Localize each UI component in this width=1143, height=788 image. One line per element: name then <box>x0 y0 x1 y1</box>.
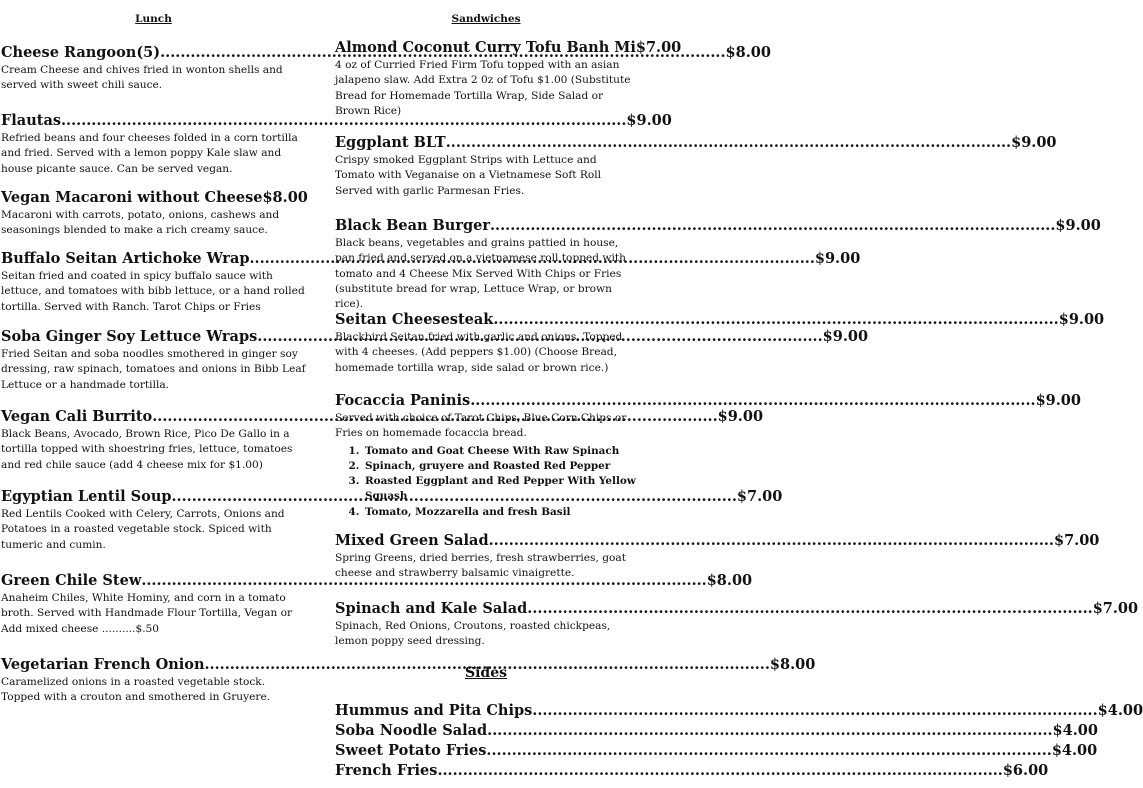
item-price: $4.00 <box>1052 722 1098 739</box>
item-title <box>1 250 861 268</box>
item-description: Cream Cheese and chives fried in wonton shells and served with sweet chili sauce. <box>1 64 283 92</box>
item-name: French Fries <box>335 762 438 779</box>
item-description: Red Lentils Cooked with Celery, Carrots, Onions and Potatoes in a roasted vegetable stock. Spiced with tumeric and cumin. <box>1 508 285 551</box>
item-price: $9.00 <box>1035 392 1081 409</box>
leader-dots <box>487 722 1052 740</box>
menu-item <box>335 311 1105 376</box>
leader-dots <box>532 702 1097 720</box>
item-price: $8.00 <box>262 189 308 206</box>
item-title <box>335 217 1101 235</box>
item-name: Vegetarian French Onion <box>1 656 205 673</box>
item-title <box>1 572 753 590</box>
item-description: Blackbird Seitan fried with garlic and onions. Topped with 4 cheeses. (Add peppers $1.00) (Choose Bread, homemade tortilla wrap, side salad or brown rice.) <box>335 331 623 374</box>
item-description: Fried Seitan and soba noodles smothered in ginger soy dressing, raw spinach, tomatoes and onions in Bibb Leaf Lettuce or a handmade tortilla. <box>1 348 306 391</box>
item-price: $7.00 <box>1053 532 1100 549</box>
item-name: Buffalo Seitan Artichoke Wrap <box>1 250 250 267</box>
item-name: Sweet Potato Fries <box>335 742 487 759</box>
item-title <box>1 328 869 346</box>
item-price: $9.00 <box>1011 134 1057 151</box>
side-item <box>335 722 1098 740</box>
sandwiches-heading: Sandwiches <box>451 13 521 25</box>
item-name: Soba Noodle Salad <box>335 722 488 739</box>
item-name: Spinach and Kale Salad <box>335 600 528 617</box>
item-title <box>335 39 682 57</box>
item-name: Black Bean Burger <box>335 217 490 234</box>
item-description: Seitan fried and coated in spicy buffalo sauce with lettuce, and tomatoes with bibb lettuce, or a hand rolled tortilla. Served with Ranch. Tarot Chips or Fries <box>1 270 305 313</box>
item-price: $9.00 <box>626 112 672 129</box>
item-name: Seitan Cheesesteak <box>335 311 494 328</box>
item-description: Black Beans, Avocado, Brown Rice, Pico De Gallo in a tortilla topped with shoestring fries, lettuce, tomatoes and red chile sauce (add 4 cheese mix for $1.00) <box>1 428 293 471</box>
menu-item <box>335 600 1139 650</box>
item-price: $9.00 <box>1055 217 1101 234</box>
panini-option: 1. Tomato and Goat Cheese With Raw Spinach <box>363 444 637 459</box>
item-title <box>335 762 1049 780</box>
leader-dots <box>470 392 1035 410</box>
leader-dots <box>486 742 1051 760</box>
item-title <box>1 112 672 130</box>
item-name: Flautas <box>1 112 61 129</box>
leader-dots <box>437 762 1002 780</box>
item-description: Crispy smoked Eggplant Strips with Lettuce and Tomato with Veganaise on a Vietnamese Soft Roll Served with garlic Parmesan Fries. <box>335 154 602 197</box>
item-price: $9.00 <box>717 408 764 425</box>
item-name: Focaccia Paninis <box>335 392 471 409</box>
item-title <box>335 311 1105 329</box>
menu-item <box>335 134 1057 199</box>
item-price: $9.00 <box>814 250 861 267</box>
sides-heading: Sides <box>464 665 507 681</box>
item-name: Hummus and Pita Chips <box>335 702 533 719</box>
side-item <box>335 742 1098 760</box>
panini-option: 2. Spinach, gruyere and Roasted Red Pepper <box>363 459 637 474</box>
leader-dots <box>490 217 1055 235</box>
item-title <box>335 600 1139 618</box>
leader-dots <box>446 134 1011 152</box>
lunch-heading: Lunch <box>135 13 172 25</box>
item-price: $7.00 <box>736 488 783 505</box>
item-price: $7.00 <box>635 39 682 56</box>
item-title <box>335 722 1098 740</box>
item-price: $8.00 <box>725 44 771 61</box>
menu-item <box>1 189 306 239</box>
item-price: $6.00 <box>1002 762 1049 779</box>
leader-dots <box>489 532 1054 550</box>
item-title <box>335 702 1143 720</box>
item-price: $8.00 <box>769 656 816 673</box>
item-name: Vegan Macaroni without Cheese <box>1 189 263 206</box>
leader-dots <box>493 311 1058 329</box>
item-price: $9.00 <box>822 328 869 345</box>
menu-item <box>335 39 682 119</box>
item-description: Spinach, Red Onions, Croutons, roasted chickpeas, lemon poppy seed dressing. <box>335 620 611 648</box>
item-title <box>335 742 1098 760</box>
item-description: 4 oz of Curried Fried Firm Tofu topped with an asian jalapeno slaw. Add Extra 2 0z of Tofu $1.00 (Substitute Bread for Homemade Tortilla Wrap, Side Salad or Brown Rice) <box>335 59 631 117</box>
item-title <box>1 189 306 207</box>
item-name: Cheese Rangoon(5) <box>1 44 161 61</box>
menu-item <box>335 217 1101 312</box>
item-name: Mixed Green Salad <box>335 532 489 549</box>
item-name: Vegan Cali Burrito <box>1 408 153 425</box>
item-title <box>335 392 1081 410</box>
panini-options <box>335 444 637 520</box>
item-description: Spring Greens, dried berries, fresh strawberries, goat cheese and strawberry balsamic vinaigrette. <box>335 552 626 580</box>
side-item <box>335 762 1049 780</box>
item-price: $9.00 <box>1058 311 1105 328</box>
panini-option: 4. Tomato, Mozzarella and fresh Basil <box>363 505 637 520</box>
item-price: $4.00 <box>1051 742 1098 759</box>
item-name: Eggplant BLT <box>335 134 446 151</box>
item-description: Caramelized onions in a roasted vegetable stock. Topped with a crouton and smothered in Gruyere. <box>1 676 271 704</box>
item-price: $4.00 <box>1097 702 1143 719</box>
item-name: Almond Coconut Curry Tofu Banh Mi <box>335 39 636 56</box>
item-price: $8.00 <box>706 572 753 589</box>
item-description: Black beans, vegetables and grains pattied in house, pan fried and served on a vietnamese roll topped with tomato and 4 Cheese Mix Served With Chips or Fries (substitute bread for wrap, Lettuce Wrap, or brown rice). <box>335 237 626 311</box>
item-description: Served with choice of Tarot Chips, Blue Corn Chips or Fries on homemade focaccia bread. <box>335 412 627 440</box>
item-price: $7.00 <box>1092 600 1139 617</box>
item-description: Refried beans and four cheeses folded in a corn tortilla and fried. Served with a lemon poppy Kale slaw and house picante sauce. Can be served vegan. <box>1 132 298 175</box>
item-name: Green Chile Stew <box>1 572 142 589</box>
item-description: Macaroni with carrots, potato, onions, cashews and seasonings blended to make a rich creamy sauce. <box>1 209 280 237</box>
item-name: Egyptian Lentil Soup <box>1 488 172 505</box>
leader-dots <box>527 600 1092 618</box>
side-item <box>335 702 1143 720</box>
item-title <box>335 134 1057 152</box>
item-title <box>335 532 1100 550</box>
panini-option: 3. Roasted Eggplant and Red Pepper With Yellow Squash <box>363 474 637 505</box>
item-description: Anaheim Chiles, White Hominy, and corn in a tomato broth. Served with Handmade Flour Tortilla, Vegan or Add mixed cheese ..........$.50 <box>1 592 293 635</box>
item-name: Soba Ginger Soy Lettuce Wraps <box>1 328 258 345</box>
